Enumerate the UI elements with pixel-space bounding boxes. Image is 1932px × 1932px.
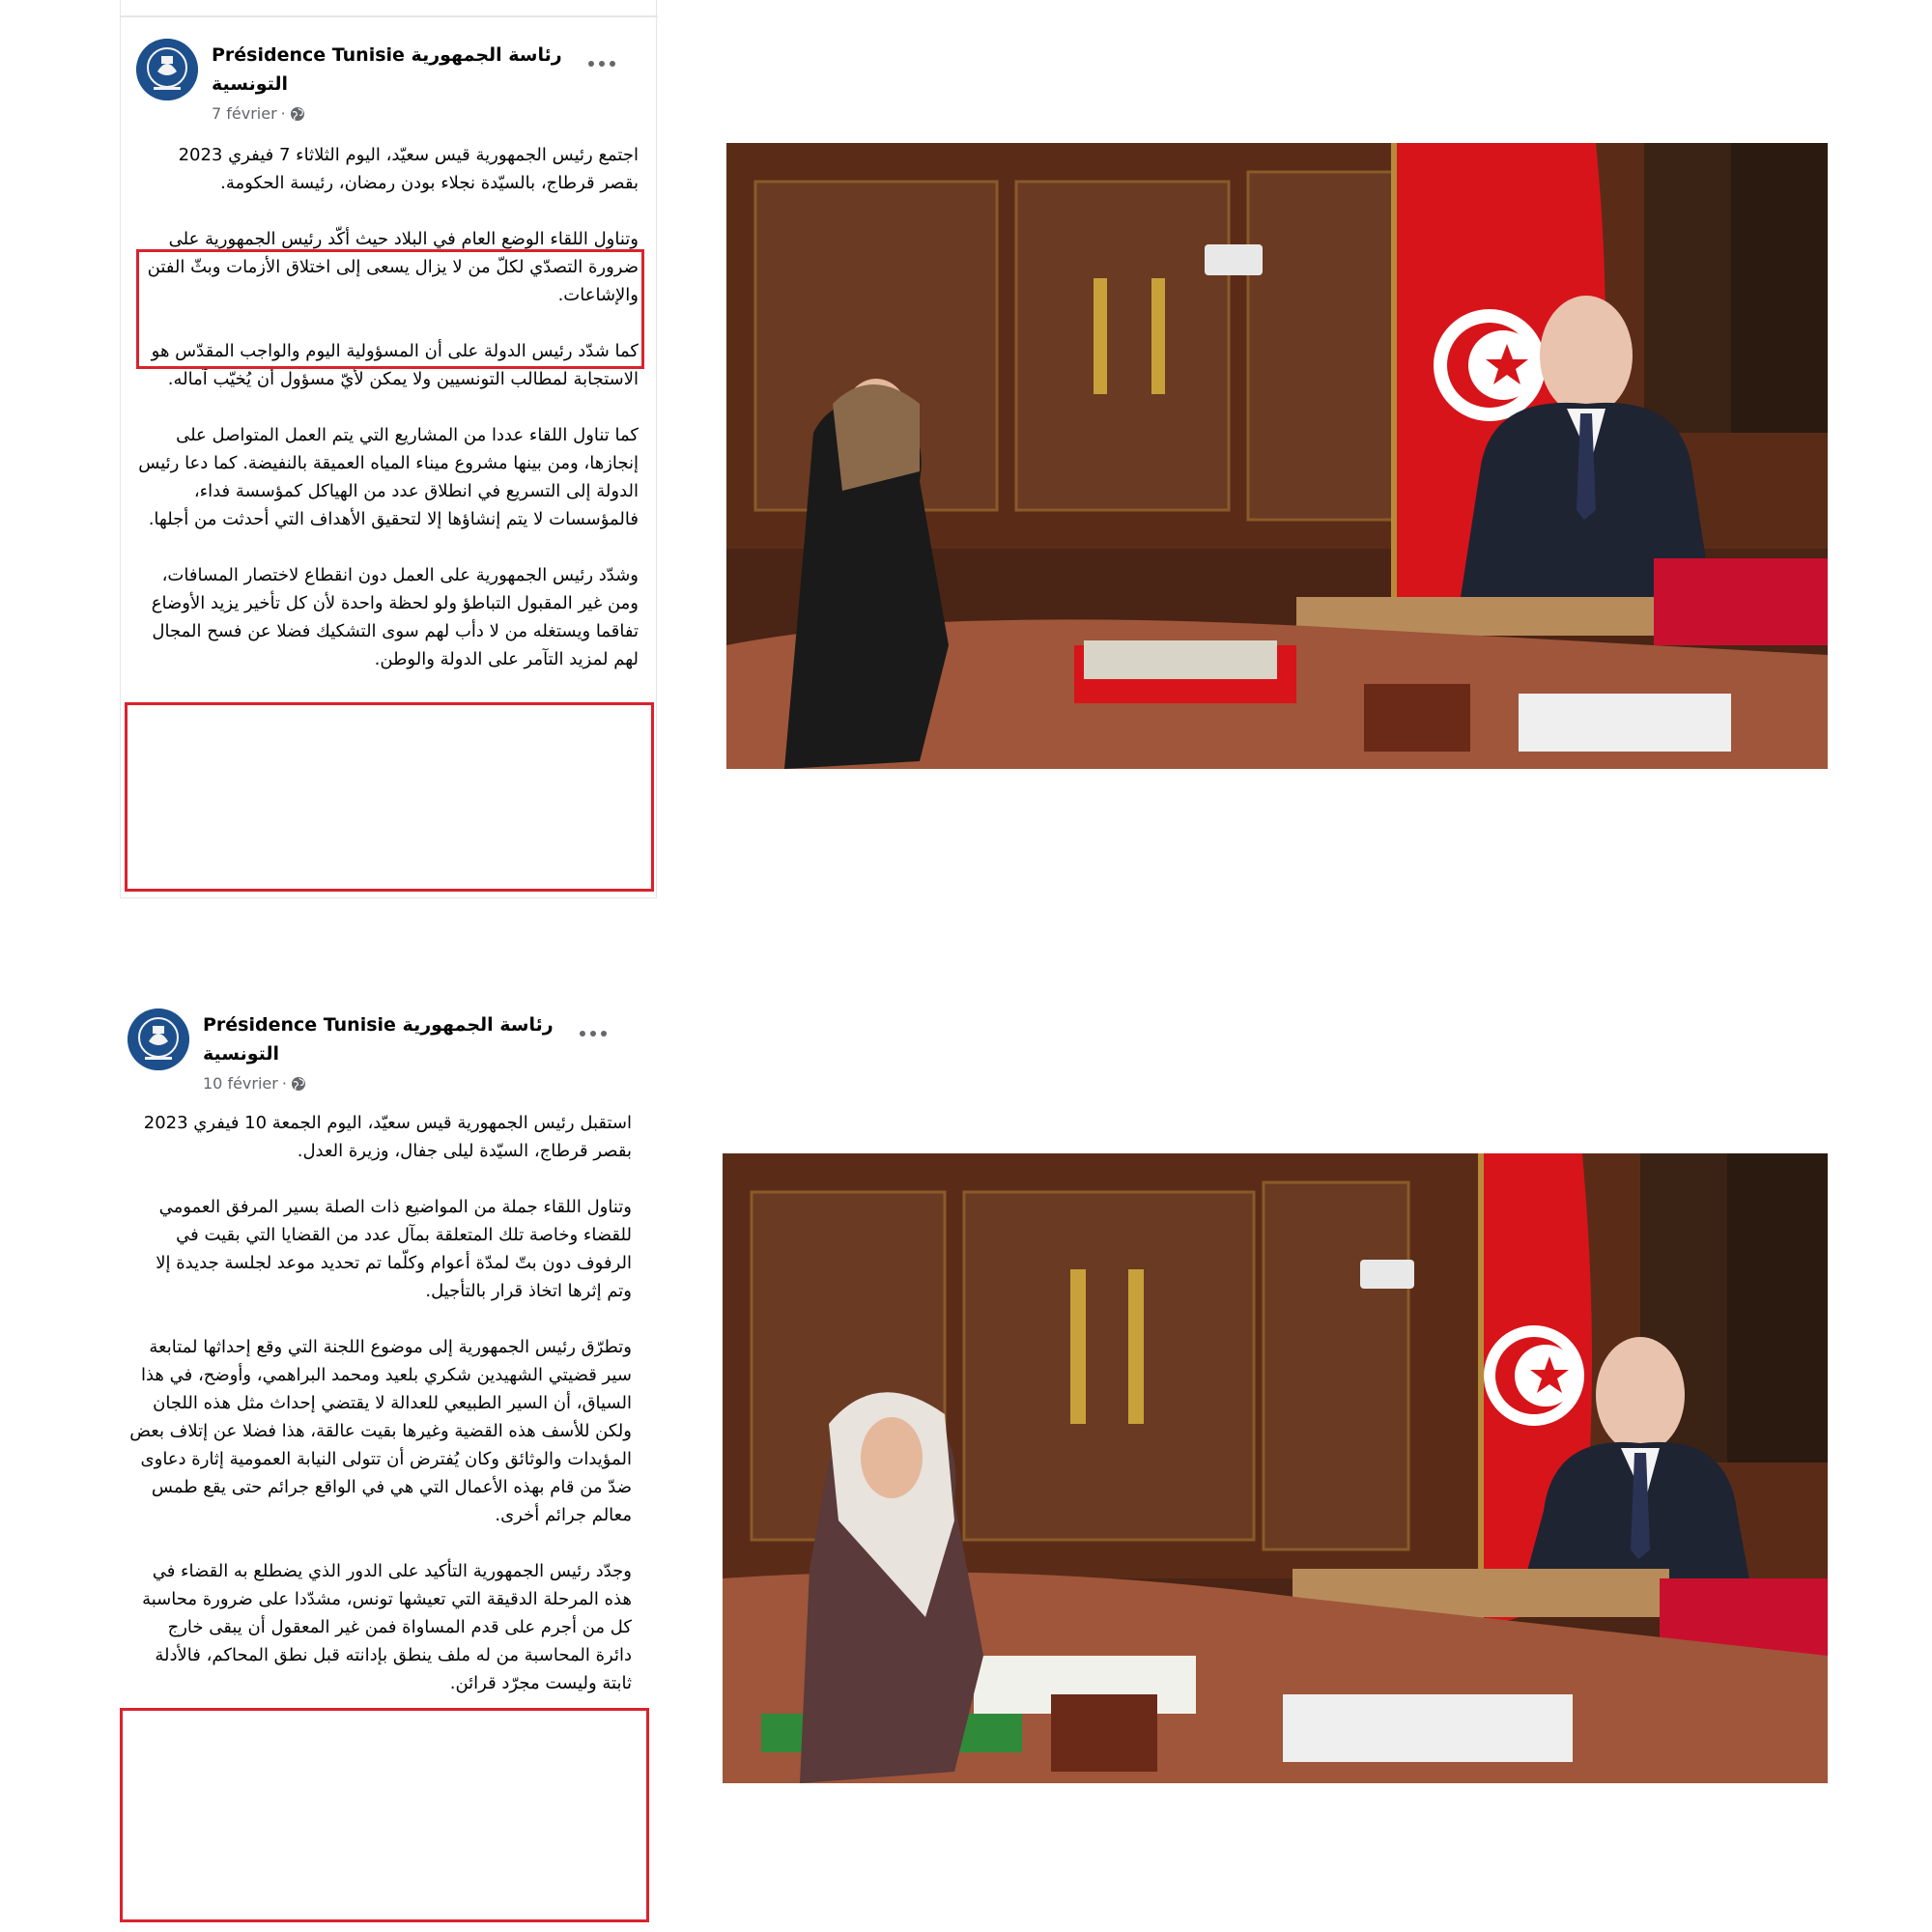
post-meta: 10 février · bbox=[203, 1074, 306, 1093]
post-text bbox=[136, 141, 639, 701]
more-options-button[interactable] bbox=[574, 1022, 612, 1045]
post-photo[interactable] bbox=[723, 1153, 1828, 1783]
facebook-post-2 bbox=[120, 995, 657, 1932]
post-date[interactable]: 10 février bbox=[203, 1074, 278, 1093]
post-date[interactable]: 7 février bbox=[212, 104, 277, 123]
post-header bbox=[128, 1009, 634, 1105]
more-horizontal-icon bbox=[580, 1031, 585, 1037]
avatar[interactable] bbox=[136, 39, 198, 100]
avatar[interactable] bbox=[128, 1009, 189, 1070]
post-meta: 7 février · bbox=[212, 104, 305, 123]
post-paragraph: وشدّد رئيس الجمهورية على العمل دون انقطاع لاختصار المسافات، ومن غير المقبول التباطؤ ولو لحظة واحدة لأن كل تأخير يزيد الأوضاع تفاقما ويستغله من لا دأب لهم سوى التشكيك فضلا عن فسح المجال لهم لمزيد التآمر على الدولة والوطن. bbox=[151, 565, 639, 669]
post-text bbox=[129, 1109, 632, 1725]
post-photo[interactable] bbox=[726, 143, 1828, 769]
highlight-box bbox=[136, 249, 644, 369]
post-paragraph: استقبل رئيس الجمهورية قيس سعيّد، اليوم الجمعة 10 فيفري 2023 بقصر قرطاج، السيّدة ليلى جفال، وزيرة العدل. bbox=[143, 1113, 632, 1161]
page-name[interactable]: Présidence Tunisie رئاسة الجمهورية التونسية bbox=[212, 44, 562, 95]
post-paragraph: اجتمع رئيس الجمهورية قيس سعيّد، اليوم الثلاثاء 7 فيفري 2023 بقصر قرطاج، بالسيّدة نجلاء بودن رمضان، رئيسة الحكومة. bbox=[178, 145, 639, 193]
divider bbox=[121, 15, 658, 17]
post-paragraph: كما شدّد رئيس الدولة على أن المسؤولية اليوم والواجب المقدّس هو الاستجابة لمطالب التونسيين ولا يمكن لأيّ مسؤول أن يُخيّب آماله. bbox=[151, 341, 639, 389]
post-paragraph: وتناول اللقاء الوضع العام في البلاد حيث أكّد رئيس الجمهورية على ضرورة التصدّي لكلّ من لا يزال يسعى إلى اختلاق الأزمات وبثّ الفتن والإشاعات. bbox=[147, 229, 639, 305]
highlight-box bbox=[125, 702, 654, 892]
facebook-post-1 bbox=[120, 0, 657, 898]
highlight-box bbox=[120, 1708, 649, 1922]
more-horizontal-icon bbox=[588, 61, 594, 67]
post-paragraph: وتناول اللقاء جملة من المواضيع ذات الصلة بسير المرفق العمومي للقضاء وخاصة تلك المتعلقة بمآل عدد من القضايا التي بقيت في الرفوف دون بتّ لمدّة أعوام وكلّما تم تحديد موعد لجلسة جديدة إلا وتم إثرها اتخاذ قرار بالتأجيل. bbox=[156, 1197, 632, 1301]
post-header bbox=[136, 39, 642, 135]
more-options-button[interactable] bbox=[582, 52, 621, 75]
post-paragraph: وتطرّق رئيس الجمهورية إلى موضوع اللجنة التي وقع إحداثها لمتابعة سير قضيتي الشهيدين شكري بلعيد ومحمد البراهمي، وأوضح، في هذا السياق، أن السير الطبيعي للعدالة لا يقتضي إحداث مثل هذه اللجان ولكن للأسف هذه القضية وغيرها بقيت عالقة، هذا فضلا عن إتلاف بعض المؤيدات والوثائق وكان يُفترض أن تتولى النيابة العمومية إثارة دعاوى ضدّ من قام بهذه الأعمال التي هي في الواقع جرائم حتى يقع طمس معالم جرائم أخرى. bbox=[129, 1337, 632, 1525]
globe-icon bbox=[291, 1076, 306, 1092]
post-paragraph: كما تناول اللقاء عددا من المشاريع التي يتم العمل المتواصل على إنجازها، ومن بينها مشروع ميناء المياه العميقة بالنفيضة. كما دعا رئيس الدولة إلى التسريع في انطلاق عدد من الهياكل كمؤسسة فداء، فالمؤسسات لا يتم إنشاؤها إلا لتحقيق الأهداف التي أحدثت من أجلها. bbox=[138, 425, 639, 529]
globe-icon bbox=[290, 106, 305, 122]
post-paragraph: وجدّد رئيس الجمهورية التأكيد على الدور الذي يضطلع به القضاء في هذه المرحلة الدقيقة التي تعيشها تونس، مشدّدا على ضرورة محاسبة كل من أجرم على قدم المساواة فمن غير المعقول أن يبقى خارج دائرة المحاسبة من له ملف ينطق بإدانته قبل نطق المحاكم، فالأدلة ثابتة وليست مجرّد قرائن. bbox=[142, 1561, 632, 1693]
page-name[interactable]: Présidence Tunisie رئاسة الجمهورية التونسية bbox=[203, 1014, 554, 1065]
